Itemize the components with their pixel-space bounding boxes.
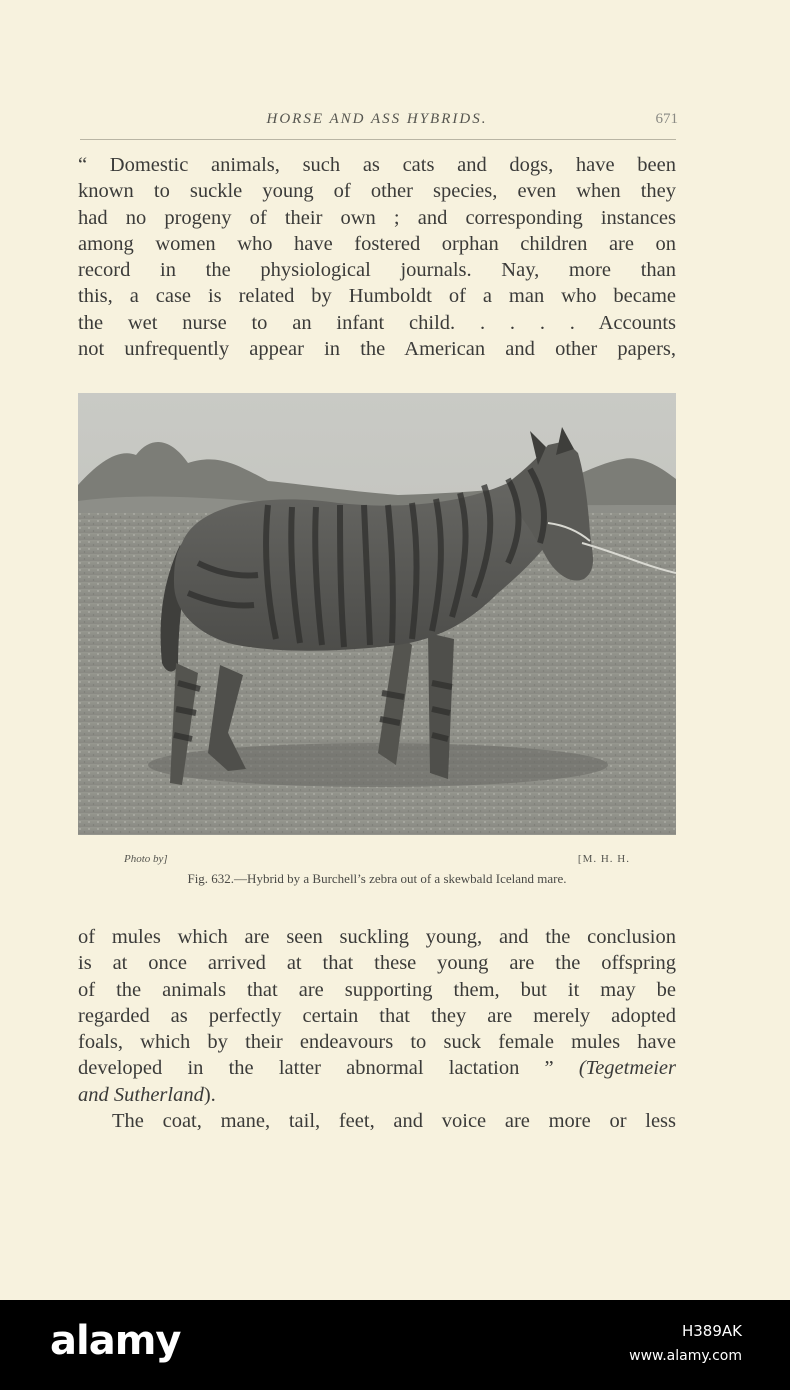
stock-watermark-bar	[0, 1300, 790, 1390]
figure-caption: Fig. 632.—Hybrid by a Burchell’s zebra out of a skewbald Iceland mare.	[187, 871, 567, 886]
text-line	[78, 1082, 676, 1108]
paragraph-start: The coat, mane, tail, feet, and voice are more or less	[112, 1110, 676, 1133]
citation-close: ).	[203, 1083, 216, 1106]
body-text-top	[78, 152, 676, 362]
text-line-with-citation	[78, 1055, 676, 1081]
text-line: the wet nurse to an infant child. . . . . Accounts	[78, 311, 676, 334]
page-number: 671	[655, 111, 678, 127]
text-line: foals, which by their endeavours to suck female mules have	[78, 1031, 676, 1054]
text-line: of the animals that are supporting them, but it may be	[78, 978, 676, 1001]
photo-credit-left: Photo by]	[124, 853, 168, 865]
photo-credit-right: [M. H. H.	[577, 853, 630, 865]
stock-logo: alamy	[50, 1318, 181, 1364]
text-line: had no progeny of their own ; and corresponding instances	[78, 206, 676, 229]
zebra-hybrid-photo	[78, 393, 676, 835]
stock-image-id: H389AK	[681, 1322, 742, 1340]
text-line: regarded as perfectly certain that they are merely adopted	[78, 1004, 676, 1027]
citation-author: (Tegetmeier	[578, 1057, 677, 1080]
body-text-bottom	[78, 924, 676, 1134]
text-line: not unfrequently appear in the American and other papers,	[78, 338, 676, 361]
running-head: HORSE AND ASS HYBRIDS.	[266, 111, 488, 127]
text-line: developed in the latter abnormal lactation ”	[78, 1057, 554, 1080]
text-line: record in the physiological journals. Nay, more than	[78, 259, 676, 282]
header-rule	[80, 139, 676, 140]
text-line: this, a case is related by Humboldt of a man who became	[78, 285, 676, 308]
citation-author: and Sutherland	[78, 1083, 204, 1106]
text-line: of mules which are seen suckling young, and the conclusion	[78, 926, 676, 948]
text-line: known to suckle young of other species, even when they	[78, 180, 676, 203]
text-line: among women who have fostered orphan children are on	[78, 232, 676, 255]
stock-url: www.alamy.com	[629, 1348, 742, 1364]
text-line: “ Domestic animals, such as cats and dogs, have been	[78, 154, 676, 176]
text-line: is at once arrived at that these young are the offspring	[78, 952, 676, 975]
